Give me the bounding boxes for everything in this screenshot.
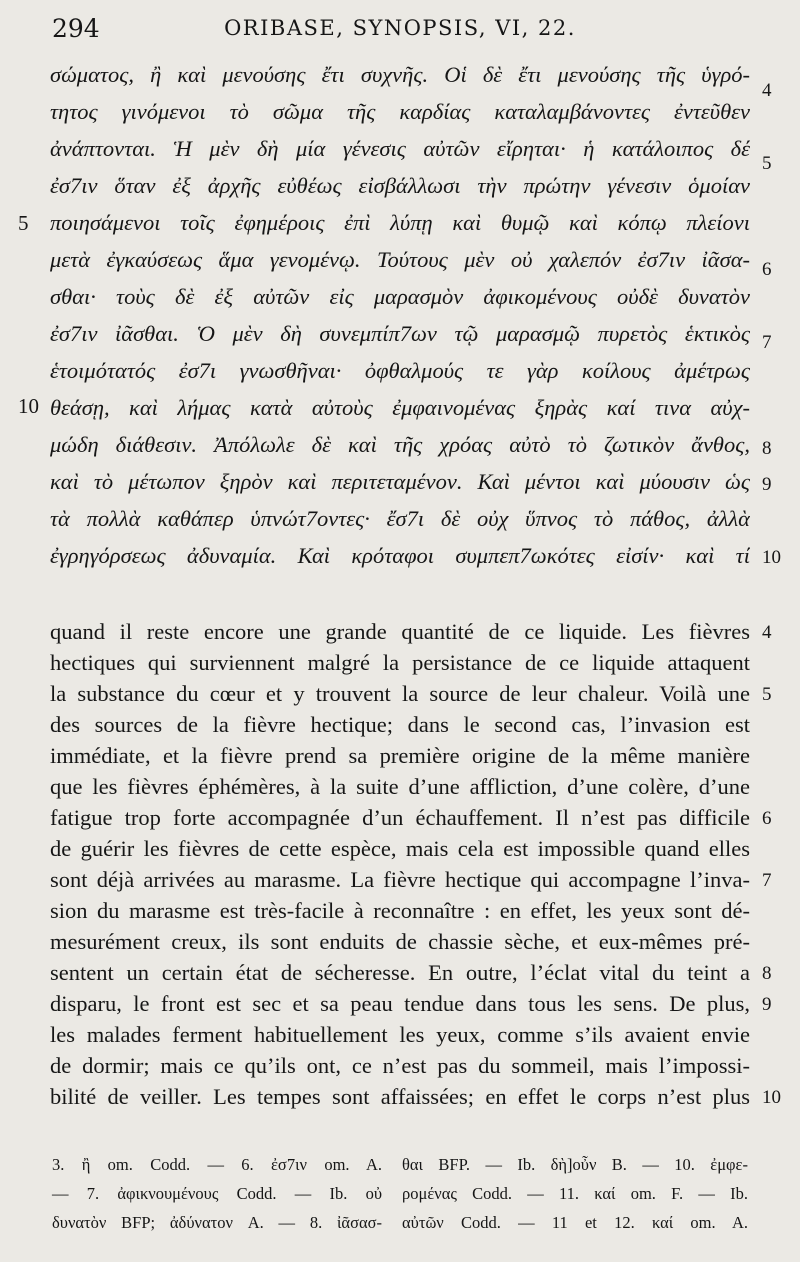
french-line: fatigue trop forte accompagnée d’un échauffement. Il n’est pas difficile: [50, 805, 750, 830]
margin-number: 8: [762, 963, 772, 984]
french-line: quand il reste encore une grande quantité de ce liquide. Les fièvres: [50, 619, 750, 644]
margin-number: 7: [762, 870, 772, 891]
greek-line: ἀνάπτονται. Ἡ μὲν δὴ μία γένεσις αὐτῶν εἴρηται· ἡ κατάλοιπος δέ: [50, 136, 750, 161]
greek-line: τὰ πολλὰ καθάπερ ὑπνώτ7οντες· ἔσ7ι δὲ οὐχ ὕπνος τὸ πάθος, ἀλλὰ: [50, 506, 750, 531]
greek-line: ἐσ7ιν ἰᾶσθαι. Ὁ μὲν δὴ συνεμπίπ7ων τῷ μαρασμῷ πυρετὸς ἑκτικὸς: [50, 321, 750, 346]
margin-number: 5: [762, 153, 772, 174]
french-line: de guérir les fièvres de cette espèce, mais cela est impossible quand elles: [50, 836, 750, 861]
greek-line: ἐγρηγόρσεως ἀδυναμία. Καὶ κρόταφοι συμπεπ7ωκότες εἰσίν· καὶ τί: [50, 543, 750, 568]
french-line: de dormir; mais ce qu’ils ont, ce n’est pas du sommeil, mais l’impossi-: [50, 1053, 750, 1078]
french-line: disparu, le front est sec et sa peau tendue dans tous les sens. De plus,: [50, 991, 750, 1016]
margin-number: 9: [762, 994, 772, 1015]
greek-line: ἑτοιμότατός ἐσ7ι γνωσθῆναι· ὀφθαλμούς τε γὰρ κοίλους ἀμέτρως: [50, 358, 750, 383]
french-line: immédiate, et la fièvre prend sa première origine de la même manière: [50, 743, 750, 768]
french-line: sentent un certain état de sécheresse. En outre, l’éclat vital du teint a: [50, 960, 750, 985]
greek-line: θεάσῃ, καὶ λήμας κατὰ αὐτοὺς ἐμφαινομένας ξηρὰς καί τινα αὐχ-: [50, 395, 750, 420]
margin-number: 10: [762, 1087, 781, 1108]
margin-number: 9: [762, 474, 772, 495]
french-line: hectiques qui surviennent malgré la persistance de ce liquide attaquent: [50, 650, 750, 675]
margin-number: 6: [762, 259, 772, 280]
greek-line: ἐσ7ιν ὅταν ἐξ ἀρχῆς εὐθέως εἰσβάλλωσι τὴν πρώτην γένεσιν ὁμοίαν: [50, 173, 750, 198]
margin-line-number: 10: [18, 394, 39, 418]
greek-line: μετὰ ἐγκαύσεως ἅμα γενομένῳ. Τούτους μὲν οὐ χαλεπόν ἐσ7ιν ἰᾶσα-: [50, 247, 750, 272]
footnote-line: ρομένας Codd. — 11. καί om. F. — Ib.: [402, 1184, 748, 1203]
margin-number: 7: [762, 332, 772, 353]
french-line: des sources de la fièvre hectique; dans le second cas, l’invasion est: [50, 712, 750, 737]
french-line: les malades ferment habituellement les yeux, comme s’ils avaient envie: [50, 1022, 750, 1047]
french-line: bilité de veiller. Les tempes sont affaissées; en effet le corps n’est plus: [50, 1084, 750, 1109]
greek-line: μώδη διάθεσιν. Ἀπόλωλε δὲ καὶ τῆς χρόας αὐτὸ τὸ ζωτικὸν ἄνθος,: [50, 432, 750, 457]
footnote-line: 3. ἢ om. Codd. — 6. ἐσ7ιν om. A.: [52, 1155, 382, 1174]
page-header: [0, 14, 800, 44]
footnote-line: — 7. ἀφικνουμένους Codd. — Ib. οὐ: [52, 1184, 382, 1203]
margin-number: 6: [762, 808, 772, 829]
running-title: ORIBASE, SYNOPSIS, VI, 22.: [224, 16, 576, 40]
footnote-line: αὐτῶν Codd. — 11 et 12. καί om. A.: [402, 1213, 748, 1232]
french-line: mesurément creux, ils sont enduits de chassie sèche, et eux-mêmes pré-: [50, 929, 750, 954]
page-number: 294: [52, 14, 100, 43]
french-line: sont déjà arrivées au marasme. La fièvre hectique qui accompagne l’inva-: [50, 867, 750, 892]
margin-line-number: 5: [18, 211, 29, 235]
margin-number: 4: [762, 622, 772, 643]
margin-number: 10: [762, 547, 781, 568]
margin-number: 8: [762, 438, 772, 459]
french-line: sion du marasme est très-facile à reconnaître : en effet, les yeux sont dé-: [50, 898, 750, 923]
footnotes-right-column: [402, 1150, 748, 1237]
greek-line: τητος γινόμενοι τὸ σῶμα τῆς καρδίας καταλαμβάνοντες ἐντεῦθεν: [50, 99, 750, 124]
margin-number: 4: [762, 80, 772, 101]
greek-line: ποιησάμενοι τοῖς ἐφημέροις ἐπὶ λύπῃ καὶ θυμῷ καὶ κόπῳ πλείονι: [50, 210, 750, 235]
margin-number: 5: [762, 684, 772, 705]
greek-line: σθαι· τοὺς δὲ ἐξ αὐτῶν εἰς μαρασμὸν ἀφικομένους οὐδὲ δυνατὸν: [50, 284, 750, 309]
greek-line: καὶ τὸ μέτωπον ξηρὸν καὶ περιτεταμένον. Καὶ μέντοι καὶ μύουσιν ὡς: [50, 469, 750, 494]
footnote-line: θαι BFP. — Ib. δὴ]οὖν B. — 10. ἐμφε-: [402, 1155, 748, 1174]
footnotes-left-column: [52, 1150, 382, 1237]
greek-line: σώματος, ἢ καὶ μενούσης ἔτι συχνῆς. Οἱ δὲ ἔτι μενούσης τῆς ὑγρό-: [50, 62, 750, 87]
french-line: que les fièvres éphémères, à la suite d’une affliction, d’une colère, d’une: [50, 774, 750, 799]
footnote-line: δυνατὸν BFP; ἀδύνατον A. — 8. ἰᾶσασ-: [52, 1213, 382, 1232]
french-line: la substance du cœur et y trouvent la source de leur chaleur. Voilà une: [50, 681, 750, 706]
